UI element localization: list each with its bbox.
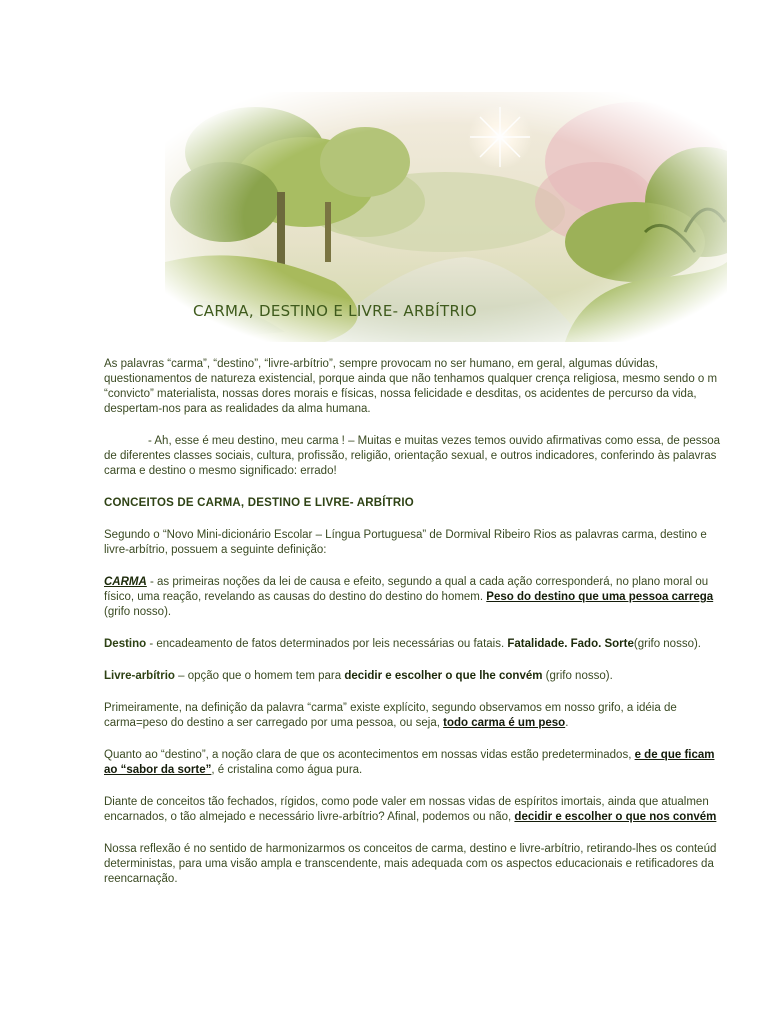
intro-paragraph (104, 357, 768, 417)
conceitos-paragraph-emphasis: decidir e escolher o que nos convém (514, 811, 717, 823)
carma-definition-text: - as primeiras noções da lei de causa e efeito, segundo a qual a cada ação corresponderá, no plano moral ou (146, 576, 709, 588)
quote-line: - Ah, esse é meu destino, meu carma ! – Muitas e muitas vezes temos ouvido afirmativas como essa, de pessoa (148, 435, 721, 447)
conceitos-paragraph (104, 795, 768, 825)
reflexao-paragraph (104, 842, 768, 887)
article-body (104, 357, 768, 887)
livre-arbitrio-text: – opção que o homem tem para (174, 670, 345, 682)
carma-paragraph-end: . (565, 717, 569, 729)
destino-emphasis: Fatalidade. Fado. Sorte (507, 638, 634, 650)
conceitos-paragraph-line: encarnados, o tão almejado e necessário livre-arbítrio? Afinal, podemos ou não, (104, 811, 515, 823)
carma-definition-text: físico, uma reação, revelando as causas do destino do destino do homem. (104, 591, 487, 603)
quote-line: carma e destino o mesmo significado: errado! (104, 465, 337, 477)
destino-paragraph-emphasis: e de que ficam (634, 749, 715, 761)
carma-paragraph (104, 701, 768, 731)
destino-paragraph (104, 748, 768, 778)
destino-term: Destino (104, 638, 147, 650)
livre-arbitrio-emphasis: decidir e escolher o que lhe convém (344, 670, 543, 682)
livre-arbitrio-suffix: (grifo nosso). (542, 670, 613, 682)
quote-line: de diferentes classes sociais, cultura, profissão, religião, orientação sexual, e outros indicadores, conferindo às palavras (104, 450, 717, 462)
carma-paragraph-emphasis: todo carma é um peso (443, 717, 566, 729)
dictionary-paragraph (104, 528, 768, 558)
conceitos-paragraph-line: Diante de conceitos tão fechados, rígidos, como pode valer em nossas vidas de espíritos imortais, ainda que atualmen (104, 796, 709, 808)
reflexao-line: Nossa reflexão é no sentido de harmonizarmos os conceitos de carma, destino e livre-arbítrio, retirando-lhes os conteúd (104, 843, 717, 855)
destino-paragraph-emphasis: ao “sabor da sorte” (104, 764, 212, 776)
intro-line: despertam-nos para as realidades da alma humana. (104, 403, 371, 415)
carma-definition (104, 575, 768, 620)
destino-paragraph-line: Quanto ao “destino”, a noção clara de que os acontecimentos em nossas vidas estão predeterminados, (104, 749, 635, 761)
livre-arbitrio-term: Livre-arbítrio (104, 670, 175, 682)
dictionary-line: Segundo o “Novo Mini-dicionário Escolar – Língua Portuguesa” de Dormival Ribeiro Rios as palavras carma, destino e (104, 529, 707, 541)
reflexao-line: deterministas, para uma visão ampla e transcendente, mais adequada com os aspectos educacionais e retificadores da (104, 858, 714, 870)
section-heading: CONCEITOS DE CARMA, DESTINO E LIVRE- ARBÍTRIO (104, 497, 414, 509)
dictionary-line: livre-arbítrio, possuem a seguinte definição: (104, 544, 327, 556)
banner-title: CARMA, DESTINO E LIVRE- ARBÍTRIO (193, 302, 478, 320)
intro-line: As palavras “carma”, “destino”, “livre-arbítrio”, sempre provocam no ser humano, em geral, algumas dúvidas, (104, 358, 659, 370)
quote-paragraph (104, 434, 768, 479)
destino-definition-text: - encadeamento de fatos determinados por leis necessárias ou fatais. (146, 638, 508, 650)
destino-paragraph-line: , é cristalina como água pura. (211, 764, 363, 776)
intro-line: questionamentos de natureza existencial, porque ainda que não tenhamos qualquer crença religiosa, mesmo sendo o m (104, 373, 718, 385)
carma-emphasis: Peso do destino que uma pessoa carrega (486, 591, 714, 603)
carma-paragraph-line: Primeiramente, na definição da palavra “carma” existe explícito, segundo observamos em nosso grifo, a idéia de (104, 702, 677, 714)
carma-definition-suffix: (grifo nosso). (104, 606, 172, 618)
reflexao-line: reencarnação. (104, 873, 178, 885)
destino-suffix: (grifo nosso). (633, 638, 701, 650)
carma-paragraph-line: carma=peso do destino a ser carregado por uma pessoa, ou seja, (104, 717, 444, 729)
intro-line: “convicto” materialista, nossas dores morais e físicas, nossa felicidade e desditas, os acidentes de percurso da vida, (104, 388, 697, 400)
destino-definition (104, 637, 768, 652)
carma-term: CARMA (104, 576, 147, 588)
livre-arbitrio-definition (104, 669, 768, 684)
